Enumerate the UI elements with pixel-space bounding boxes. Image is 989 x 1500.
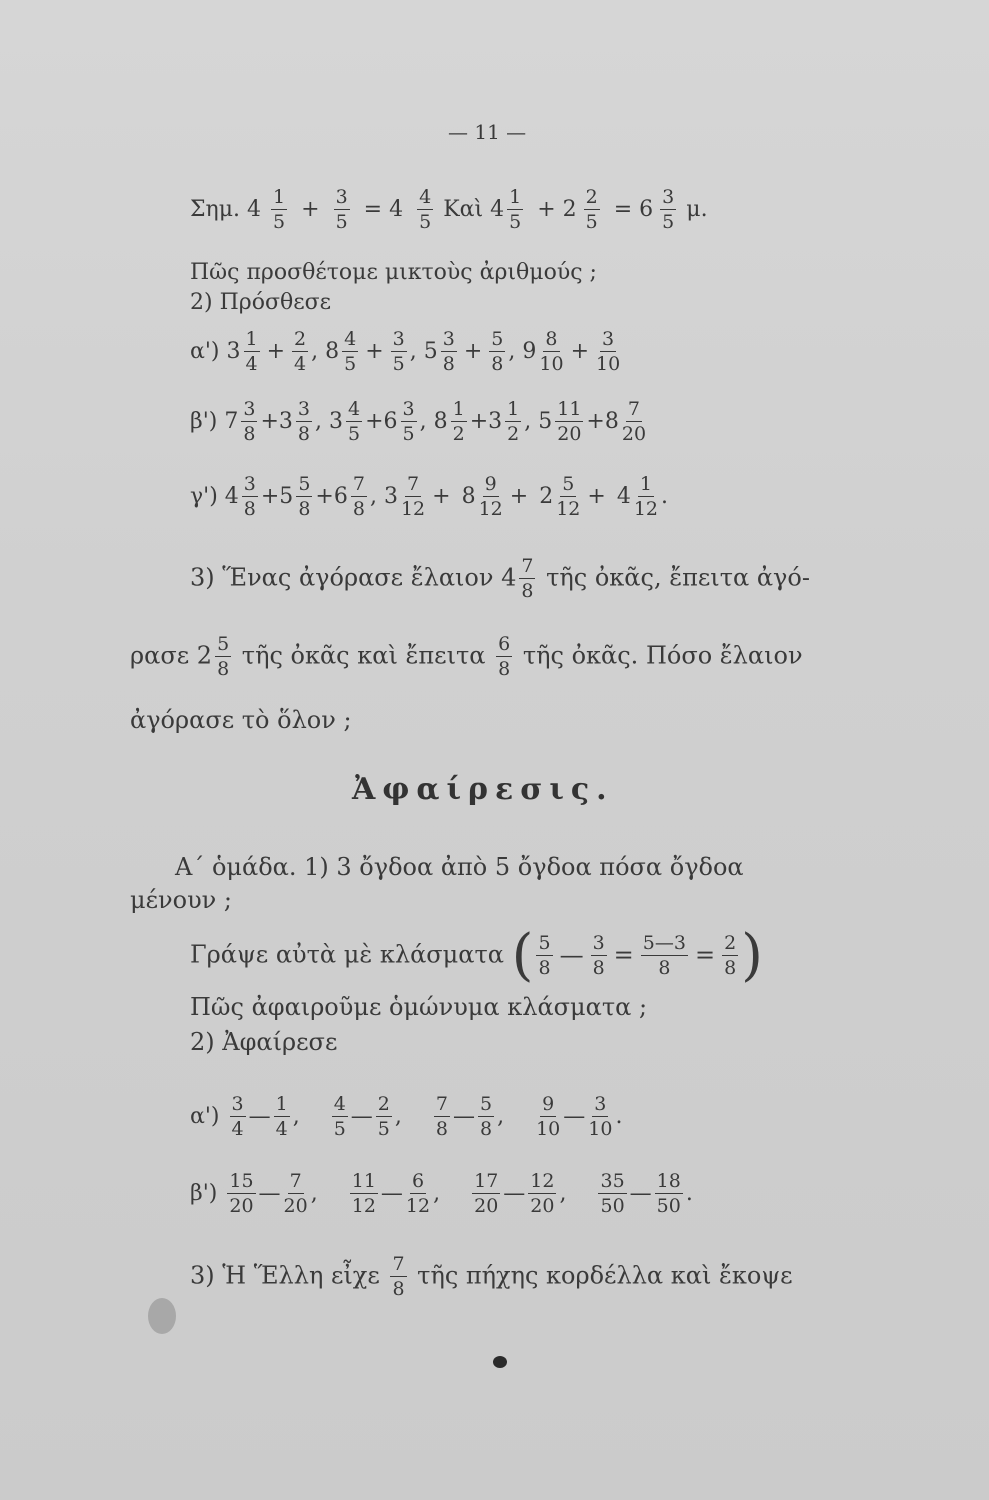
denominator: 12	[633, 498, 658, 520]
fraction	[634, 475, 658, 519]
fraction	[284, 1172, 308, 1216]
denominator: 5	[585, 211, 598, 233]
numerator: 1	[275, 1093, 288, 1115]
denominator: 8	[297, 423, 310, 445]
numerator: 8	[545, 328, 558, 350]
fraction	[588, 1095, 612, 1139]
numerator: 11	[351, 1170, 376, 1192]
fraction	[536, 1095, 560, 1139]
fraction	[401, 475, 425, 519]
minus-sign: —	[629, 1181, 652, 1206]
numerator: 3	[402, 398, 415, 420]
row-gamma	[190, 475, 668, 519]
numerator: 3	[231, 1093, 244, 1115]
fraction	[722, 934, 738, 978]
comma: ,	[433, 1181, 441, 1206]
numerator: 6	[498, 633, 511, 655]
whole-number: 7	[224, 409, 239, 434]
fraction	[472, 1172, 500, 1216]
fraction	[244, 330, 260, 374]
denominator: 8	[435, 1118, 448, 1140]
unit-label: μ.	[686, 197, 708, 222]
denominator: 5	[509, 211, 522, 233]
numerator: 5	[479, 1093, 493, 1115]
denominator: 4	[231, 1118, 244, 1140]
whole-number: 4	[501, 563, 517, 592]
denominator: 12	[556, 498, 581, 520]
denominator: 12	[478, 498, 503, 520]
sub-row-alpha	[190, 1095, 622, 1139]
denominator: 8	[724, 957, 737, 979]
period: .	[661, 484, 668, 509]
exercise-2-subtract-title: 2) Ἀφαίρεσε	[190, 1028, 338, 1056]
numerator: 5	[491, 328, 504, 350]
fraction	[528, 1172, 556, 1216]
minus-sign: —	[559, 940, 584, 969]
fraction	[227, 1172, 255, 1216]
exercise-3-text: 3) Ἕνας ἀγόρασε ἔλαιον	[190, 563, 494, 592]
numerator: 2	[585, 186, 598, 208]
fraction	[296, 475, 312, 519]
fraction	[292, 330, 308, 374]
write-fractions-line	[190, 923, 764, 988]
exercise-3-text: τῆς ὀκᾶς, ἔπειτα ἀγό-	[546, 563, 810, 592]
numerator: 7	[392, 1253, 405, 1275]
plus-whole: +3	[469, 409, 503, 434]
denominator: 10	[536, 1118, 561, 1140]
question-mixed: Πῶς προσθέτομε μικτοὺς ἀριθμούς ;	[190, 260, 597, 285]
row-label: α')	[190, 1104, 220, 1129]
fraction	[332, 1095, 348, 1139]
fraction	[496, 635, 512, 679]
minus-sign: —	[452, 1104, 475, 1129]
fraction	[390, 1255, 406, 1299]
fraction	[555, 400, 583, 444]
numerator: 3	[243, 398, 256, 420]
numerator: 1	[273, 186, 286, 208]
plus-whole: +6	[365, 409, 398, 434]
denominator: 2	[507, 423, 520, 445]
numerator: 5	[217, 633, 230, 655]
write-text: Γράψε αὐτὰ μὲ κλάσματα	[190, 940, 504, 969]
whole-number: 8	[325, 339, 340, 364]
denominator: 8	[392, 1278, 405, 1300]
fraction	[215, 635, 231, 679]
numerator: 5	[562, 473, 575, 495]
fraction	[539, 330, 563, 374]
numerator: 3	[594, 1093, 607, 1115]
plus-whole: +8	[586, 409, 619, 434]
denominator: 5	[402, 423, 415, 445]
fraction	[507, 188, 523, 232]
denominator: 10	[588, 1118, 613, 1140]
numerator: 3	[592, 932, 605, 954]
numerator: 12	[530, 1170, 555, 1192]
comma: ,	[369, 484, 377, 509]
numerator: 1	[507, 398, 520, 420]
denominator: 5	[333, 1118, 346, 1140]
comma: ,	[497, 1104, 505, 1129]
plus-sign: +	[570, 339, 589, 364]
plus-sign: +	[432, 484, 451, 509]
fraction	[556, 475, 580, 519]
comma: ,	[292, 1104, 300, 1129]
plus-sign: +	[266, 339, 286, 364]
open-paren: (	[511, 923, 534, 988]
plus-whole: +5	[260, 484, 294, 509]
numerator: 11	[557, 398, 582, 420]
fraction	[505, 400, 521, 444]
equals-sign: =	[694, 940, 716, 969]
note-label: Σημ.	[190, 197, 241, 222]
whole-number: 3	[383, 484, 398, 509]
row-label: γ')	[190, 484, 218, 509]
minus-sign: —	[563, 1104, 586, 1129]
numerator: 3	[392, 328, 405, 350]
plus-sign: + 2	[537, 197, 577, 222]
numerator: 3	[602, 328, 615, 350]
whole-number: 3	[226, 339, 241, 364]
row-label: α')	[190, 339, 220, 364]
numerator: 2	[724, 932, 737, 954]
exercise-2-title: 2) Πρόσθεσε	[190, 290, 332, 315]
denominator: 20	[557, 423, 582, 445]
fraction	[406, 1172, 430, 1216]
numerator: 17	[474, 1170, 499, 1192]
exercise-3-line-2	[130, 635, 803, 679]
denominator: 5	[344, 353, 357, 375]
denominator: 5	[273, 211, 286, 233]
fraction	[391, 330, 407, 374]
fraction	[489, 330, 505, 374]
ink-dot	[493, 1356, 507, 1368]
comma: ,	[419, 409, 427, 434]
denominator: 5	[377, 1118, 390, 1140]
plus-sign: +	[509, 484, 529, 509]
period: .	[615, 1104, 623, 1129]
whole-number: 3	[328, 409, 343, 434]
and-word: Καὶ	[443, 197, 484, 222]
denominator: 2	[452, 423, 465, 445]
denominator: 50	[600, 1195, 625, 1217]
denominator: 12	[405, 1195, 431, 1217]
denominator: 8	[658, 957, 671, 979]
equals-sign: =	[613, 940, 634, 969]
numerator: 4	[344, 328, 357, 350]
fraction	[417, 188, 433, 232]
plus-sign: +	[365, 339, 384, 364]
comma: ,	[559, 1181, 567, 1206]
whole-number: 8	[461, 484, 476, 509]
row-alpha	[190, 330, 623, 374]
denominator: 5	[335, 211, 348, 233]
numerator: 9	[542, 1093, 555, 1115]
denominator: 5	[419, 211, 432, 233]
row-label: β')	[190, 1181, 218, 1206]
numerator: 35	[600, 1170, 625, 1192]
fraction	[434, 1095, 450, 1139]
denominator: 20	[474, 1195, 499, 1217]
fraction	[591, 934, 607, 978]
numerator: 3	[442, 328, 455, 350]
section-heading: Ἀφαίρεσις.	[352, 772, 614, 807]
numerator: 4	[333, 1093, 346, 1115]
exercise-3-line-3: ἀγόρασε τὸ ὅλον ;	[130, 706, 352, 734]
exercise-3-text: τῆς ὀκᾶς καὶ ἔπειτα	[241, 641, 486, 670]
fraction	[274, 1095, 290, 1139]
denominator: 8	[479, 1118, 493, 1140]
denominator: 5	[347, 423, 361, 445]
denominator: 10	[596, 353, 621, 375]
whole-number: 8	[433, 409, 448, 434]
whole-number: 5	[423, 339, 438, 364]
page-number: — 11 —	[448, 120, 527, 144]
fraction	[296, 400, 312, 444]
whole-number: 4	[490, 197, 505, 222]
row-beta	[190, 400, 649, 444]
whole-number: 9	[522, 339, 537, 364]
whole-number: 2	[539, 484, 554, 509]
denominator: 8	[352, 498, 365, 520]
numerator: 3	[662, 186, 675, 208]
numerator: 5—3	[642, 932, 686, 954]
minus-sign: —	[503, 1181, 526, 1206]
numerator: 5	[298, 473, 311, 495]
denominator: 12	[400, 498, 426, 520]
numerator: 7	[289, 1170, 302, 1192]
numerator: 1	[452, 398, 465, 420]
denominator: 8	[298, 498, 311, 520]
numerator: 7	[352, 473, 365, 495]
denominator: 8	[498, 658, 511, 680]
comma: ,	[314, 409, 322, 434]
exercise-text: 3) Ἡ Ἕλλη εἶχε	[190, 1261, 380, 1290]
fraction	[441, 330, 457, 374]
minus-sign: —	[350, 1104, 373, 1129]
numerator: 7	[435, 1093, 448, 1115]
numerator: 15	[229, 1170, 254, 1192]
numerator: 1	[639, 473, 652, 495]
whole-number: 2	[196, 641, 213, 670]
ink-stain	[148, 1298, 176, 1334]
fraction	[342, 330, 358, 374]
numerator: 7	[406, 473, 420, 495]
fraction	[334, 188, 350, 232]
denominator: 8	[243, 423, 256, 445]
minus-sign: —	[248, 1104, 271, 1129]
fraction	[351, 475, 367, 519]
plus-whole: +6	[315, 484, 348, 509]
plus-whole: +3	[260, 409, 293, 434]
denominator: 8	[592, 957, 605, 979]
sub-row-beta	[190, 1172, 693, 1216]
comma: ,	[311, 339, 319, 364]
whole-number: 4	[616, 484, 631, 509]
comma: ,	[508, 339, 516, 364]
denominator: 8	[491, 353, 504, 375]
comma: ,	[310, 1181, 318, 1206]
denominator: 5	[392, 353, 405, 375]
plus-sign: +	[463, 339, 483, 364]
denominator: 10	[539, 353, 564, 375]
fraction	[451, 400, 467, 444]
numerator: 3	[335, 186, 348, 208]
fraction	[346, 400, 362, 444]
note-line	[190, 188, 708, 232]
fraction	[478, 1095, 494, 1139]
fraction	[230, 1095, 246, 1139]
question-subtract: Πῶς ἀφαιροῦμε ὁμώνυμα κλάσματα ;	[190, 993, 648, 1021]
fraction	[655, 1172, 683, 1216]
fraction	[479, 475, 503, 519]
minus-sign: —	[380, 1181, 403, 1206]
numerator: 1	[245, 328, 258, 350]
comma: ,	[394, 1104, 402, 1129]
numerator: 2	[377, 1093, 390, 1115]
fraction	[622, 400, 646, 444]
denominator: 20	[530, 1195, 555, 1217]
denominator: 8	[217, 658, 230, 680]
numerator: 7	[521, 555, 534, 577]
exercise-text: τῆς πήχης κορδέλλα καὶ ἔκοψε	[417, 1261, 793, 1290]
denominator: 8	[538, 957, 551, 979]
fraction	[641, 934, 688, 978]
fraction	[350, 1172, 378, 1216]
group-a-line-1: Α΄ ὁμάδα. 1) 3 ὄγδοα ἀπὸ 5 ὄγδοα πόσα ὄγδοα	[175, 853, 744, 881]
plus-sign: +	[587, 484, 606, 509]
fraction	[401, 400, 417, 444]
close-paren: )	[741, 923, 764, 988]
numerator: 1	[509, 186, 522, 208]
row-label: β')	[190, 409, 218, 434]
group-a-line-2: μένουν ;	[130, 886, 232, 914]
fraction	[376, 1095, 392, 1139]
denominator: 20	[283, 1195, 308, 1217]
exercise-3-text: ρασε	[130, 641, 190, 670]
equals-sign: = 6	[613, 197, 654, 222]
numerator: 6	[411, 1170, 425, 1192]
exercise-3-subtract	[190, 1255, 793, 1299]
fraction	[271, 188, 287, 232]
numerator: 3	[297, 398, 310, 420]
denominator: 50	[656, 1195, 681, 1217]
numerator: 4	[347, 398, 361, 420]
numerator: 7	[627, 398, 640, 420]
minus-sign: —	[258, 1181, 281, 1206]
denominator: 20	[229, 1195, 254, 1217]
comma: ,	[524, 409, 532, 434]
denominator: 8	[442, 353, 455, 375]
numerator: 3	[243, 473, 256, 495]
denominator: 4	[275, 1118, 288, 1140]
fraction	[660, 188, 676, 232]
numerator: 9	[484, 473, 497, 495]
fraction	[241, 400, 257, 444]
denominator: 20	[621, 423, 647, 445]
whole-number: 4	[247, 197, 262, 222]
whole-number: 5	[538, 409, 553, 434]
exercise-3-text: τῆς ὀκᾶς. Πόσο ἔλαιον	[522, 641, 803, 670]
comma: ,	[409, 339, 417, 364]
fraction	[536, 934, 552, 978]
numerator: 4	[419, 186, 432, 208]
fraction	[242, 475, 258, 519]
denominator: 4	[245, 353, 258, 375]
exercise-3-line-1	[190, 557, 810, 601]
equals-sign: = 4	[363, 197, 404, 222]
numerator: 5	[538, 932, 551, 954]
denominator: 8	[521, 580, 534, 602]
denominator: 5	[662, 211, 675, 233]
fraction	[519, 557, 535, 601]
fraction	[596, 330, 620, 374]
numerator: 2	[294, 328, 307, 350]
period: .	[685, 1181, 693, 1206]
fraction	[584, 188, 600, 232]
denominator: 4	[294, 353, 307, 375]
denominator: 12	[351, 1195, 376, 1217]
plus-sign: +	[301, 197, 320, 222]
fraction	[598, 1172, 626, 1216]
numerator: 18	[656, 1170, 681, 1192]
denominator: 8	[243, 498, 256, 520]
whole-number: 4	[224, 484, 239, 509]
